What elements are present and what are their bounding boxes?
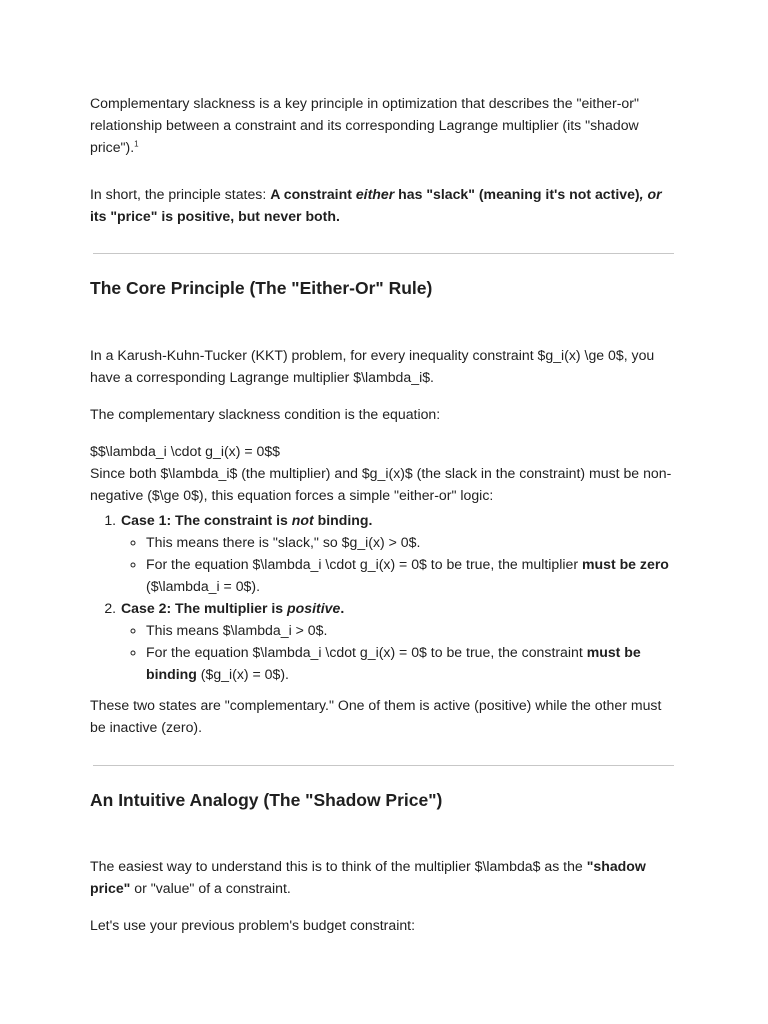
intro-paragraph xyxy=(90,92,680,158)
section-divider xyxy=(93,253,674,254)
summary-bold-1: A constraint xyxy=(270,186,356,202)
summary-bold-italic-1: either xyxy=(355,186,395,202)
budget-paragraph: Let's use your previous problem's budget constraint: xyxy=(90,917,416,933)
case-title-1b: binding. xyxy=(313,512,373,528)
summary-bold-italic-2: , or xyxy=(639,186,662,202)
easiest-bold: "shadow price" xyxy=(90,858,646,896)
section-divider xyxy=(93,765,674,766)
equation-line: $$\lambda_i \cdot g_i(x) = 0$$ xyxy=(90,443,280,459)
easiest-paragraph xyxy=(90,855,680,899)
case-1-sub-2c: ($\lambda_i = 0$). xyxy=(146,578,260,594)
case-item-1 xyxy=(120,509,680,597)
case-1-sub-1: ◦ This means there is "slack," so $g_i(x) > 0$. xyxy=(146,531,680,553)
since-paragraph: Since both $\lambda_i$ (the multiplier) and $g_i(x)$ (the slack in the constraint) must be non-negative ($\ge 0$), this equation forces a simple "either-or" logic: xyxy=(90,465,672,503)
states-paragraph: These two states are "complementary." One of them is active (positive) while the other must be inactive (zero). xyxy=(90,697,662,735)
summary-paragraph xyxy=(90,183,680,227)
condition-paragraph: The complementary slackness condition is the equation: xyxy=(90,406,441,422)
case-title-2-em: positive xyxy=(287,600,341,616)
analogy-heading: An Intuitive Analogy (The "Shadow Price") xyxy=(90,790,443,810)
core-heading: The Core Principle (The "Either-Or" Rule) xyxy=(90,278,433,298)
case-1-sub-2-bold: must be zero xyxy=(581,556,669,572)
summary-bold-3: its "price" is positive, but never both. xyxy=(90,208,340,224)
case-title-1a: Case 1: The constraint is xyxy=(121,512,292,528)
summary-bold-2: has "slack" (meaning it's not active) xyxy=(394,186,640,202)
case-title-2a: Case 2: The multiplier is xyxy=(121,600,288,616)
case-2-sub-2c: ($g_i(x) = 0$). xyxy=(196,666,289,682)
footnote-marker[interactable]: 1 xyxy=(134,139,139,149)
case-item-2 xyxy=(120,597,680,685)
easiest-a: The easiest way to understand this is to think of the multiplier $\lambda$ as the xyxy=(90,858,587,874)
kkt-paragraph: In a Karush-Kuhn-Tucker (KKT) problem, for every inequality constraint $g_i(x) \ge 0$, you have a corresponding Lagrange multiplier $\lambda_i$. xyxy=(90,347,655,385)
intro-text: Complementary slackness is a key principle in optimization that describes the "either-or" relationship between a constraint and its corresponding Lagrange multiplier (its "shadow price"). xyxy=(90,95,639,155)
cases-list xyxy=(90,509,680,685)
case-2-sub-1: ◦ This means $\lambda_i > 0$. xyxy=(146,619,680,641)
case-1-sub-2 xyxy=(146,553,680,597)
case-title-1-em: not xyxy=(291,512,314,528)
case-1-sub-2a: For the equation $\lambda_i \cdot g_i(x) = 0$ to be true, the multiplier xyxy=(146,556,582,572)
case-sublist-2 xyxy=(121,619,680,685)
case-2-sub-2a: For the equation $\lambda_i \cdot g_i(x) = 0$ to be true, the constraint xyxy=(146,644,587,660)
case-2-sub-2 xyxy=(146,641,680,685)
case-2-sub-2-bold: must be binding xyxy=(146,644,641,682)
summary-lead: In short, the principle states: xyxy=(90,186,271,202)
case-sublist-1 xyxy=(121,531,680,597)
document-body xyxy=(90,92,680,936)
case-title-2b: . xyxy=(340,600,345,616)
easiest-c: or "value" of a constraint. xyxy=(130,880,291,896)
